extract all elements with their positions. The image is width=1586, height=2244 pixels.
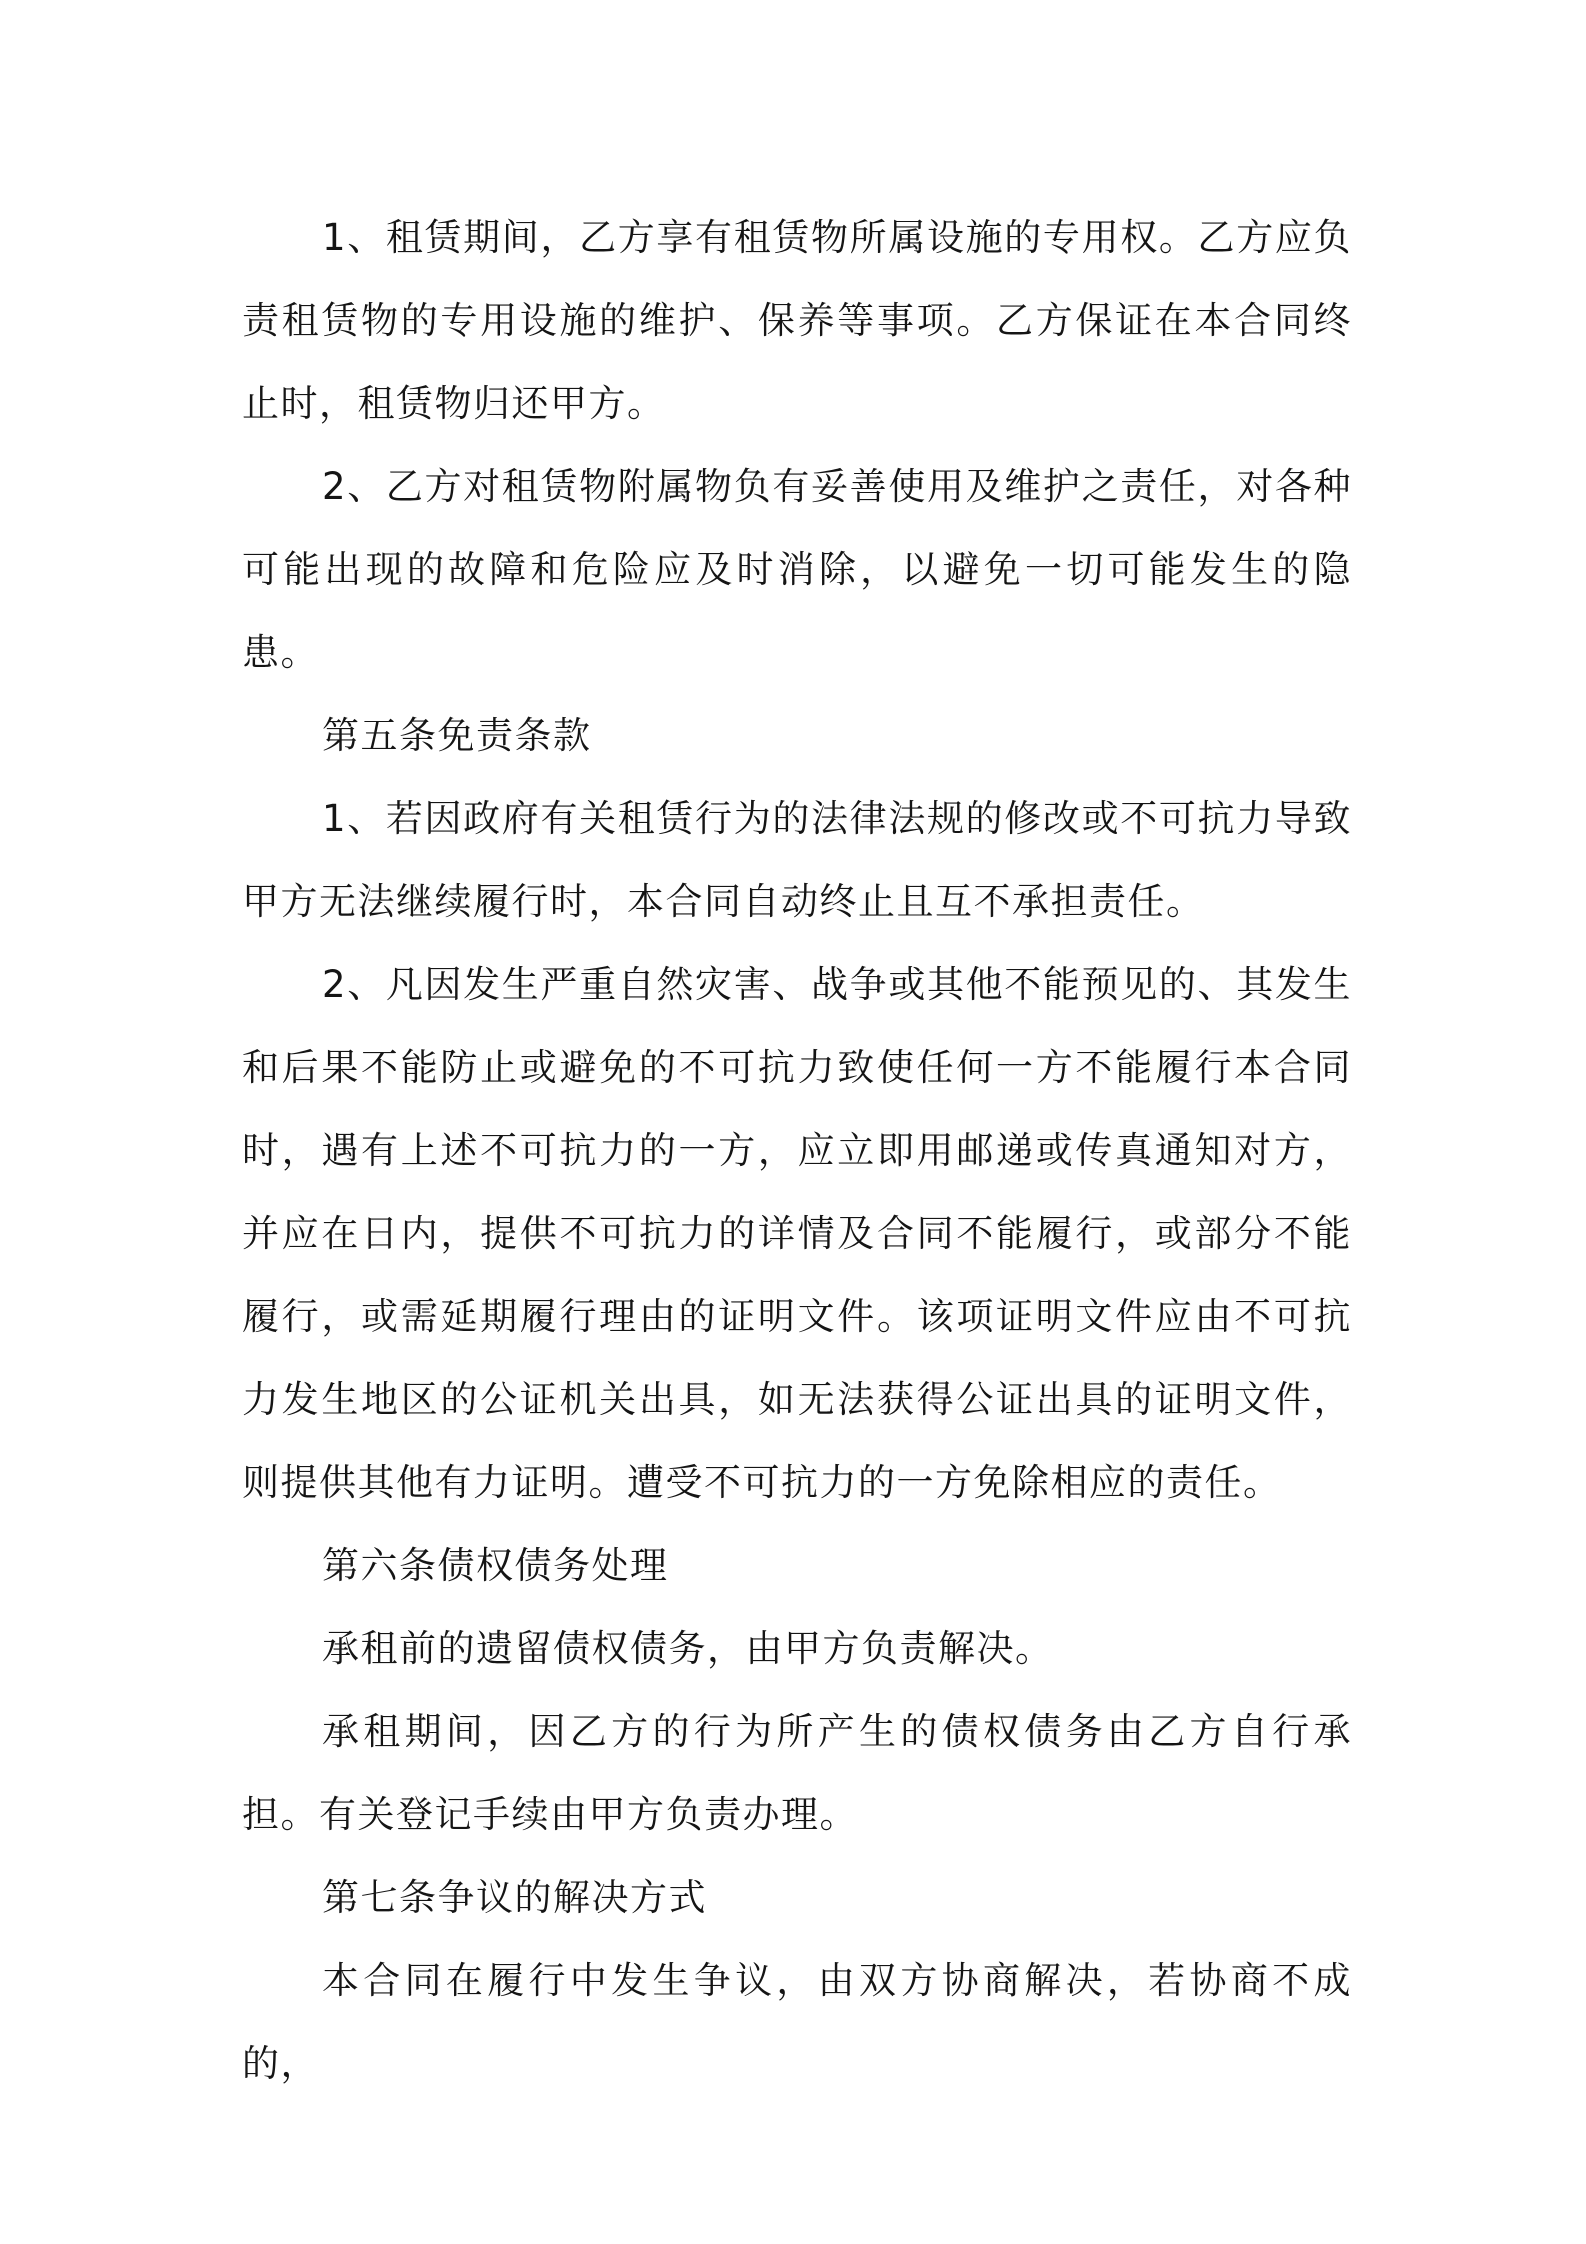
paragraph-article-5-item-1: 1、若因政府有关租赁行为的法律法规的修改或不可抗力导致甲方无法继续履行时，本合同自动终止且互不承担责任。 [242,797,1352,923]
paragraph-maintenance-duty: 2、乙方对租赁物附属物负有妥善使用及维护之责任，对各种可能出现的故障和危险应及时消除，以避免一切可能发生的隐患。 [242,465,1352,674]
heading-article-5: 第五条免责条款 [322,714,592,757]
heading-article-7: 第七条争议的解决方式 [322,1876,707,1919]
paragraph-article-7-dispute: 本合同在履行中发生争议，由双方协商解决，若协商不成的， [242,1959,1352,2085]
heading-article-6: 第六条债权债务处理 [322,1544,669,1587]
paragraph-article-6-pre-lease: 承租前的遗留债权债务，由甲方负责解决。 [322,1627,1054,1670]
paragraph-article-6-during-lease: 承租期间，因乙方的行为所产生的债权债务由乙方自行承担。有关登记手续由甲方负责办理。 [242,1710,1352,1836]
document-body [242,196,1352,2105]
paragraph-article-5-item-2: 2、凡因发生严重自然灾害、战争或其他不能预见的、其发生和后果不能防止或避免的不可抗力致使任何一方不能履行本合同时，遇有上述不可抗力的一方，应立即用邮递或传真通知对方，并应在日内，提供不可抗力的详情及合同不能履行，或部分不能履行，或需延期履行理由的证明文件。该项证明文件应由不可抗力发生地区的公证机关出具，如无法获得公证出具的证明文件，则提供其他有力证明。遭受不可抗力的一方免除相应的责任。 [242,963,1352,1504]
paragraph-lease-period-rights: 1、租赁期间，乙方享有租赁物所属设施的专用权。乙方应负责租赁物的专用设施的维护、保养等事项。乙方保证在本合同终止时，租赁物归还甲方。 [242,216,1352,425]
